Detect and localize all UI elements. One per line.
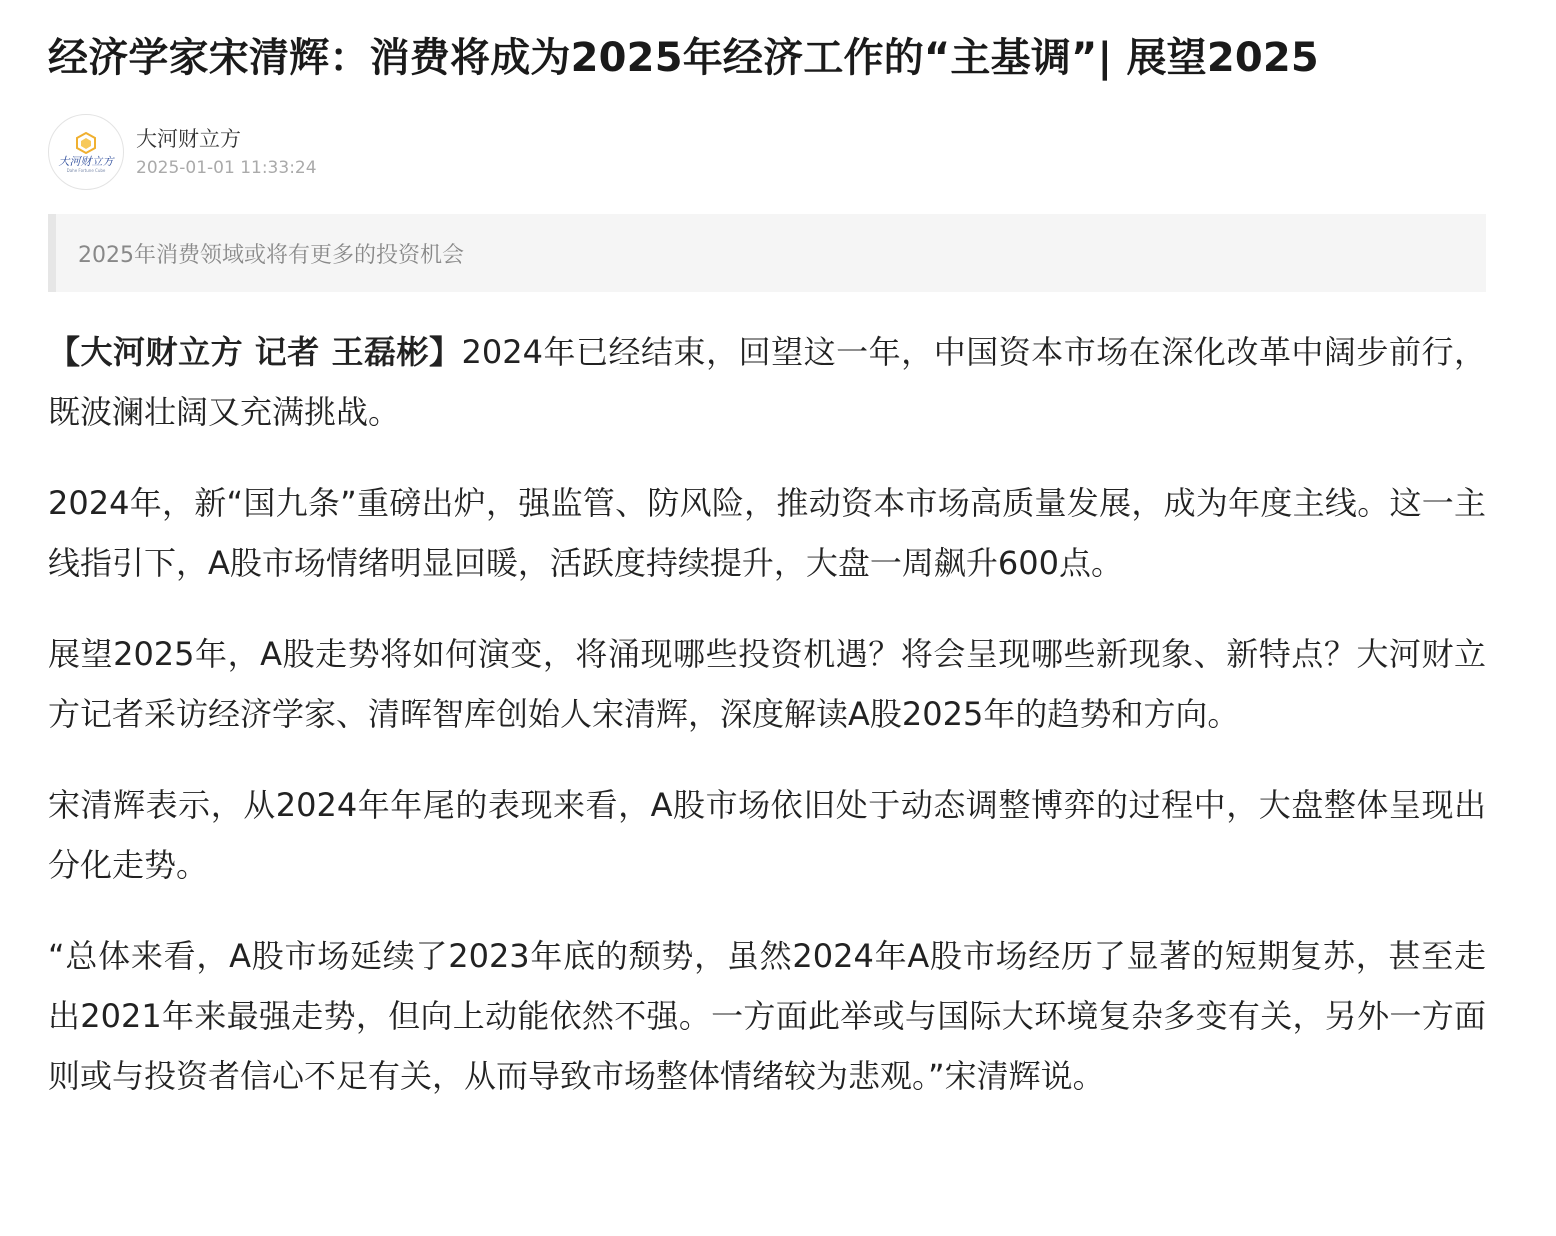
author-meta [136, 124, 317, 180]
paragraph-lead: 【大河财立方 记者 王磊彬】 [48, 333, 462, 371]
article-summary: 2025年消费领域或将有更多的投资机会 [48, 214, 1486, 292]
avatar-logo-subtext: Dahe Fortune Cube [66, 167, 106, 173]
article-title: 经济学家宋清辉：消费将成为2025年经济工作的“主基调”| 展望2025 [48, 35, 1319, 81]
author-name[interactable]: 大河财立方 [136, 127, 241, 151]
publish-time: 2025-01-01 11:33:24 [136, 158, 317, 178]
paragraph-1 [48, 322, 1486, 442]
paragraph-2: 2024年，新“国九条”重磅出炉，强监管、防风险，推动资本市场高质量发展，成为年度主线。这一主线指引下，A股市场情绪明显回暖，活跃度持续提升，大盘一周飙升600点。 [48, 484, 1486, 582]
paragraph-4: 宋清辉表示，从2024年年尾的表现来看，A股市场依旧处于动态调整博弈的过程中，大盘整体呈现出分化走势。 [48, 786, 1486, 884]
avatar[interactable] [48, 114, 124, 190]
author-row [48, 112, 1486, 192]
paragraph-5: “总体来看，A股市场延续了2023年底的颓势，虽然2024年A股市场经历了显著的短期复苏，甚至走出2021年来最强走势，但向上动能依然不强。一方面此举或与国际大环境复杂多变有关，另外一方面则或与投资者信心不足有关，从而导致市场整体情绪较为悲观。”宋清辉说。 [48, 937, 1486, 1095]
avatar-logo-text: 大河财立方 [58, 154, 114, 168]
paragraph-text: 2024年已经结束，回望这一年，中国资本市场在深化改革中阔步前行，既波澜壮阔又充满挑战。 [48, 333, 1486, 431]
paragraph-3: 展望2025年，A股走势将如何演变，将涌现哪些投资机遇？将会呈现哪些新现象、新特点？大河财立方记者采访经济学家、清晖智库创始人宋清辉，深度解读A股2025年的趋势和方向。 [48, 635, 1486, 733]
cube-logo-icon [75, 132, 97, 154]
article-body [48, 322, 1486, 1106]
